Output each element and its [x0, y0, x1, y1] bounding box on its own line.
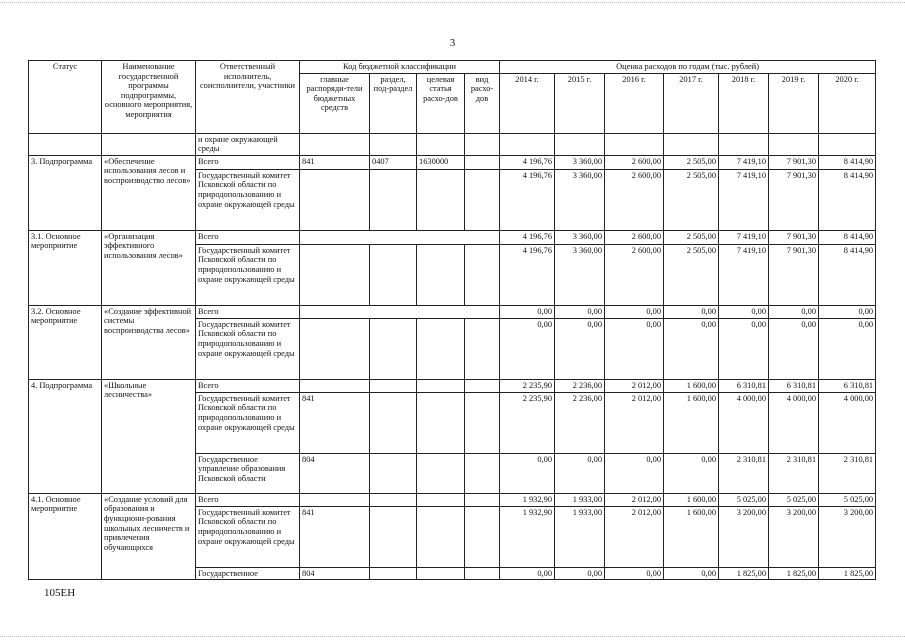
value-cell: 0,00 — [500, 453, 555, 493]
responsible-cell: Всего — [196, 493, 300, 506]
gr-cell — [300, 379, 370, 392]
header-rz: раздел, под-раздел — [370, 73, 417, 133]
page-number: 3 — [449, 37, 456, 49]
responsible-cell: Государственное управление образования Псковской области — [196, 453, 300, 493]
value-cell: 1 600,00 — [664, 493, 719, 506]
value-cell: 3 360,00 — [555, 169, 605, 230]
table-row — [29, 230, 876, 244]
cs-cell: 1630000 — [417, 155, 465, 169]
responsible-cell: Всего — [196, 155, 300, 169]
value-cell: 0,00 — [555, 453, 605, 493]
header-gr: главные распоряди-тели бюджетных средств — [300, 73, 370, 133]
value-cell: 5 025,00 — [719, 493, 769, 506]
document-code: 105ЕН — [44, 587, 76, 599]
value-cell: 6 310,81 — [719, 379, 769, 392]
header-vr: вид расхо-дов — [465, 73, 500, 133]
value-cell: 0,00 — [605, 305, 664, 318]
value-cell: 3 360,00 — [555, 230, 605, 244]
gr-cell: 804 — [300, 567, 370, 580]
code-cell — [300, 230, 500, 244]
header-name: Наименование государственной программы подпрограммы, основного мероприятия, мероприятия — [102, 61, 196, 134]
value-cell: 3 200,00 — [819, 506, 876, 567]
value-cell: 2 505,00 — [664, 230, 719, 244]
value-cell: 0,00 — [819, 305, 876, 318]
value-cell: 2 600,00 — [605, 155, 664, 169]
gr-cell: 841 — [300, 155, 370, 169]
continuation-text: и охране окружающей среды — [196, 133, 300, 155]
scan-bottom-edge — [0, 636, 905, 637]
code-cell — [300, 305, 500, 318]
rz-cell — [370, 169, 417, 230]
value-cell: 0,00 — [664, 318, 719, 379]
value-cell: 4 196,76 — [500, 169, 555, 230]
value-cell: 1 932,90 — [500, 506, 555, 567]
gr-cell: 841 — [300, 392, 370, 453]
responsible-cell: Государственный комитет Псковской области по природопользованию и охране окружающей среды — [196, 506, 300, 567]
value-cell: 8 414,90 — [819, 230, 876, 244]
value-cell: 7 419,10 — [719, 244, 769, 305]
value-cell: 2 012,00 — [605, 506, 664, 567]
value-cell: 8 414,90 — [819, 244, 876, 305]
value-cell: 0,00 — [555, 305, 605, 318]
header-year: 2015 г. — [555, 73, 605, 133]
value-cell: 1 933,00 — [555, 506, 605, 567]
value-cell: 7 901,30 — [769, 244, 819, 305]
value-cell: 1 600,00 — [664, 392, 719, 453]
value-cell: 8 414,90 — [819, 155, 876, 169]
value-cell: 2 600,00 — [605, 169, 664, 230]
vr-cell — [465, 155, 500, 169]
header-row-1 — [29, 61, 876, 74]
value-cell: 8 414,90 — [819, 169, 876, 230]
value-cell: 0,00 — [769, 318, 819, 379]
value-cell: 2 012,00 — [605, 392, 664, 453]
status-cell: 4.1. Основное мероприятие — [29, 493, 102, 580]
name-cell: «Обеспечение использования лесов и воспроизводство лесов» — [102, 155, 196, 230]
value-cell: 4 196,76 — [500, 244, 555, 305]
value-cell: 1 600,00 — [664, 506, 719, 567]
status-cell: 3. Подпрограмма — [29, 155, 102, 230]
table-row — [29, 379, 876, 392]
value-cell: 2 600,00 — [605, 230, 664, 244]
responsible-cell: Всего — [196, 379, 300, 392]
table-row — [29, 155, 876, 169]
header-year: 2017 г. — [664, 73, 719, 133]
value-cell: 0,00 — [605, 567, 664, 580]
value-cell: 4 000,00 — [819, 392, 876, 453]
value-cell: 3 360,00 — [555, 244, 605, 305]
header-year: 2019 г. — [769, 73, 819, 133]
value-cell: 7 901,30 — [769, 169, 819, 230]
header-responsible: Ответственный исполнитель, соисполнители, участники — [196, 61, 300, 134]
value-cell: 0,00 — [719, 305, 769, 318]
header-year: 2020 г. — [819, 73, 876, 133]
gr-cell: 804 — [300, 453, 370, 493]
responsible-cell: Государственный комитет Псковской области по природопользованию и охране окружающей среды — [196, 169, 300, 230]
value-cell: 2 236,00 — [555, 379, 605, 392]
value-cell: 3 200,00 — [769, 506, 819, 567]
rz-cell: 0407 — [370, 155, 417, 169]
value-cell: 4 000,00 — [769, 392, 819, 453]
header-budget-code: Код бюджетной классификации — [300, 61, 500, 74]
gr-cell: 841 — [300, 506, 370, 567]
responsible-cell: Государственный комитет Псковской области по природопользованию и охране окружающей среды — [196, 392, 300, 453]
table-row — [29, 305, 876, 318]
value-cell: 0,00 — [719, 318, 769, 379]
value-cell: 1 825,00 — [719, 567, 769, 580]
value-cell: 3 200,00 — [719, 506, 769, 567]
value-cell: 0,00 — [605, 318, 664, 379]
value-cell: 0,00 — [664, 567, 719, 580]
header-year: 2014 г. — [500, 73, 555, 133]
value-cell: 2 505,00 — [664, 169, 719, 230]
value-cell: 2 235,90 — [500, 379, 555, 392]
value-cell: 3 360,00 — [555, 155, 605, 169]
value-cell: 2 600,00 — [605, 244, 664, 305]
value-cell: 0,00 — [555, 567, 605, 580]
value-cell: 7 901,30 — [769, 155, 819, 169]
value-cell: 1 825,00 — [819, 567, 876, 580]
name-cell: «Школьные лесничества» — [102, 379, 196, 493]
responsible-cell: Государственное — [196, 567, 300, 580]
status-cell: 4. Подпрограмма — [29, 379, 102, 493]
value-cell: 4 000,00 — [719, 392, 769, 453]
value-cell: 2 236,00 — [555, 392, 605, 453]
value-cell: 0,00 — [605, 453, 664, 493]
value-cell: 0,00 — [500, 318, 555, 379]
header-status: Статус — [29, 61, 102, 134]
value-cell: 0,00 — [819, 318, 876, 379]
value-cell: 0,00 — [555, 318, 605, 379]
value-cell: 7 419,10 — [719, 230, 769, 244]
value-cell: 0,00 — [500, 305, 555, 318]
responsible-cell: Государственный комитет Псковской области по природопользованию и охране окружающей среды — [196, 244, 300, 305]
value-cell: 4 196,76 — [500, 155, 555, 169]
value-cell: 0,00 — [664, 453, 719, 493]
value-cell: 1 825,00 — [769, 567, 819, 580]
value-cell: 2 505,00 — [664, 155, 719, 169]
value-cell: 2 235,90 — [500, 392, 555, 453]
gr-cell — [300, 169, 370, 230]
header-cs: целевая статья расхо-дов — [417, 73, 465, 133]
value-cell: 5 025,00 — [769, 493, 819, 506]
value-cell: 0,00 — [664, 305, 719, 318]
header-year: 2018 г. — [719, 73, 769, 133]
header-estimate: Оценка расходов по годам (тыс. рублей) — [500, 61, 876, 74]
value-cell: 0,00 — [769, 305, 819, 318]
responsible-cell: Всего — [196, 305, 300, 318]
status-cell: 3.1. Основное мероприятие — [29, 230, 102, 305]
value-cell: 2 012,00 — [605, 379, 664, 392]
name-cell: «Создание условий для образования и функциони-рования школьных лесничеств и привлечения обучающихся — [102, 493, 196, 580]
cs-cell — [417, 169, 465, 230]
name-cell: «Организация эффективного использования лесов» — [102, 230, 196, 305]
scan-top-edge — [0, 2, 905, 3]
value-cell: 0,00 — [500, 567, 555, 580]
value-cell: 2 310,81 — [819, 453, 876, 493]
header-year: 2016 г. — [605, 73, 664, 133]
value-cell: 6 310,81 — [769, 379, 819, 392]
gr-cell — [300, 493, 370, 506]
value-cell: 7 419,10 — [719, 155, 769, 169]
value-cell: 2 505,00 — [664, 244, 719, 305]
value-cell: 2 310,81 — [719, 453, 769, 493]
value-cell: 5 025,00 — [819, 493, 876, 506]
name-cell: «Создание эффективной системы воспроизводства лесов» — [102, 305, 196, 379]
value-cell: 7 419,10 — [719, 169, 769, 230]
value-cell: 4 196,76 — [500, 230, 555, 244]
value-cell: 2 012,00 — [605, 493, 664, 506]
value-cell: 1 932,90 — [500, 493, 555, 506]
value-cell: 1 933,00 — [555, 493, 605, 506]
responsible-cell: Всего — [196, 230, 300, 244]
value-cell: 7 901,30 — [769, 230, 819, 244]
value-cell: 6 310,81 — [819, 379, 876, 392]
status-cell: 3.2. Основное мероприятие — [29, 305, 102, 379]
continuation-row — [29, 133, 876, 155]
budget-table — [28, 60, 876, 580]
table-row — [29, 493, 876, 506]
value-cell: 2 310,81 — [769, 453, 819, 493]
responsible-cell: Государственный комитет Псковской области по природопользованию и охране окружающей среды — [196, 318, 300, 379]
vr-cell — [465, 169, 500, 230]
value-cell: 1 600,00 — [664, 379, 719, 392]
